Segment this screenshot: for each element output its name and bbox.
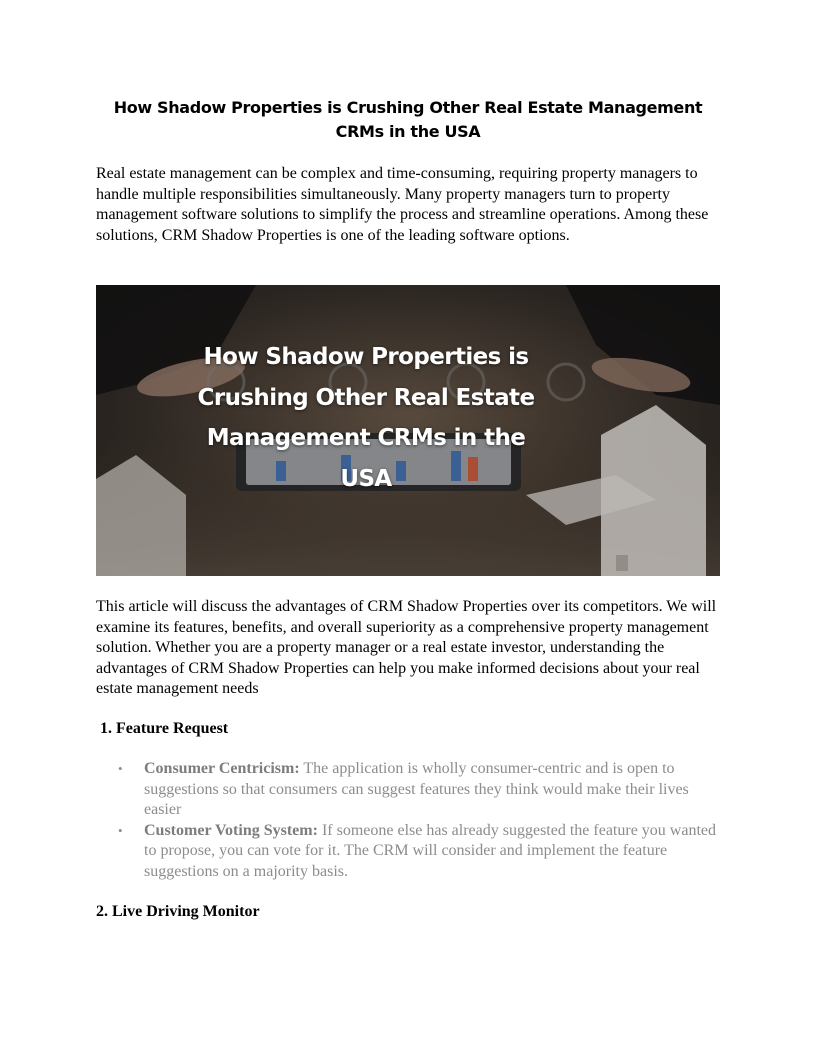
bullet-icon: • (118, 822, 123, 838)
bullet-text: If someone else has already suggested the feature you wanted to propose, you can vote for it. The CRM will consider and implement the feature suggestions on a majority basis. (144, 821, 717, 880)
hero-image (96, 285, 720, 576)
list-item (96, 821, 720, 883)
bullet-text: The application is wholly consumer-centric and is open to suggestions so that consumers can suggest features they think would make their lives easier (144, 760, 689, 818)
bullet-icon: • (118, 761, 123, 776)
bullet-lead: Customer Voting System: (144, 821, 318, 839)
section-heading-feature-request: 1. Feature Request (100, 720, 229, 737)
hero-overlay-text: How Shadow Properties is Crushing Other Real Estate Management CRMs in the USA (197, 344, 535, 492)
intro-paragraph: Real estate management can be complex and time-consuming, requiring property managers to handle multiple responsibilities simultaneously. Many property managers turn to property management software solutions to simplify the process and streamline operations. Among these solutions, CRM Shadow Properties is one of the leading software options. (96, 165, 709, 244)
body-paragraph: This article will discuss the advantages of CRM Shadow Properties over its competitors. We will examine its features, benefits, and overall superiority as a comprehensive property management solution. Whether you are a property manager or a real estate investor, understanding the advantages of CRM Shadow Properties can help you make informed decisions about your real estate management needs (96, 598, 717, 698)
bullet-lead: Consumer Centricism: (144, 760, 300, 777)
feature-request-list (96, 759, 720, 882)
section-heading-live-driving-monitor: 2. Live Driving Monitor (96, 903, 260, 920)
article-title: How Shadow Properties is Crushing Other Real Estate Management CRMs in the USA (113, 98, 703, 141)
list-item (96, 759, 720, 821)
